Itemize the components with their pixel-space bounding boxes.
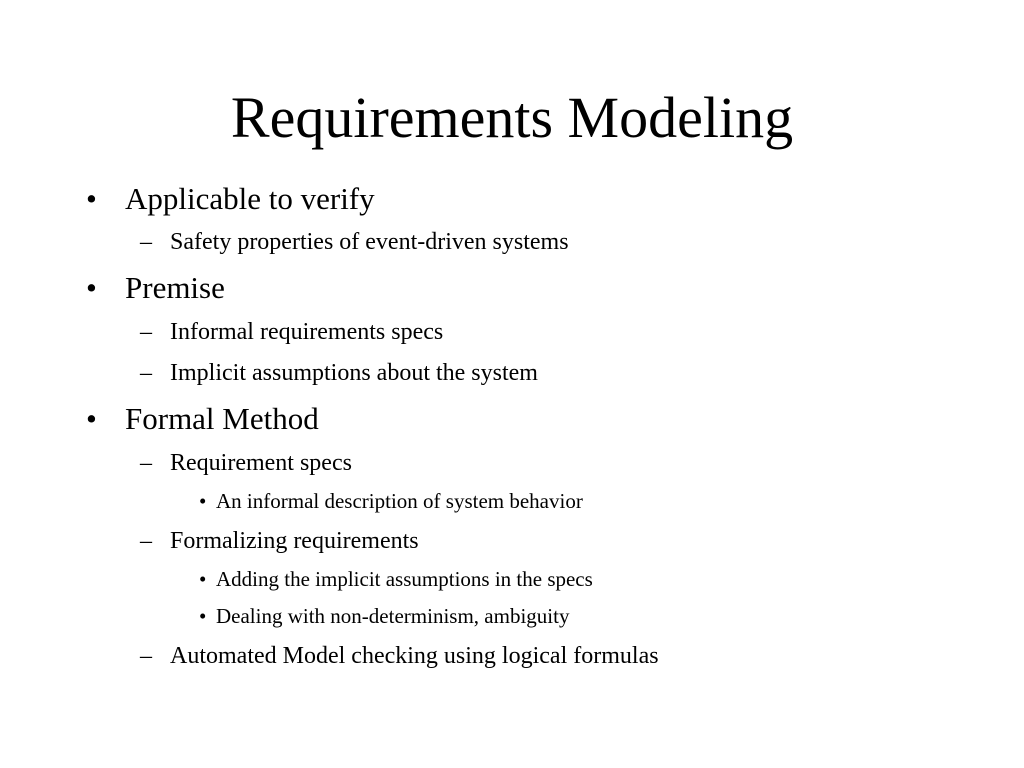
bullet-marker: •	[199, 489, 207, 513]
bullet-marker: •	[86, 181, 97, 216]
bullet-text: Dealing with non-determinism, ambiguity	[216, 604, 570, 628]
slide-title: Requirements Modeling	[230, 85, 794, 150]
bullet-marker: •	[199, 604, 207, 628]
dash-marker: –	[140, 229, 152, 255]
dash-marker: –	[140, 643, 152, 669]
bullet-text: Safety properties of event-driven systems	[170, 229, 569, 255]
bullet-text: Formal Method	[125, 401, 319, 436]
dash-marker: –	[140, 360, 152, 386]
dash-marker: –	[140, 528, 152, 554]
bullet-marker: •	[86, 270, 97, 305]
bullet-marker: •	[199, 567, 207, 591]
bullet-text: Informal requirements specs	[170, 319, 444, 345]
bullet-text: Applicable to verify	[125, 181, 375, 216]
bullet-text: Adding the implicit assumptions in the specs	[216, 567, 593, 591]
dash-marker: –	[140, 319, 152, 345]
bullet-text: Requirement specs	[170, 450, 352, 476]
dash-marker: –	[140, 450, 152, 476]
bullet-text: Premise	[125, 270, 225, 305]
bullet-text: Implicit assumptions about the system	[170, 360, 538, 386]
bullet-text: An informal description of system behavior	[216, 489, 583, 513]
bullet-text: Formalizing requirements	[170, 528, 419, 554]
bullet-marker: •	[86, 401, 97, 436]
bullet-text: Automated Model checking using logical formulas	[170, 643, 659, 669]
